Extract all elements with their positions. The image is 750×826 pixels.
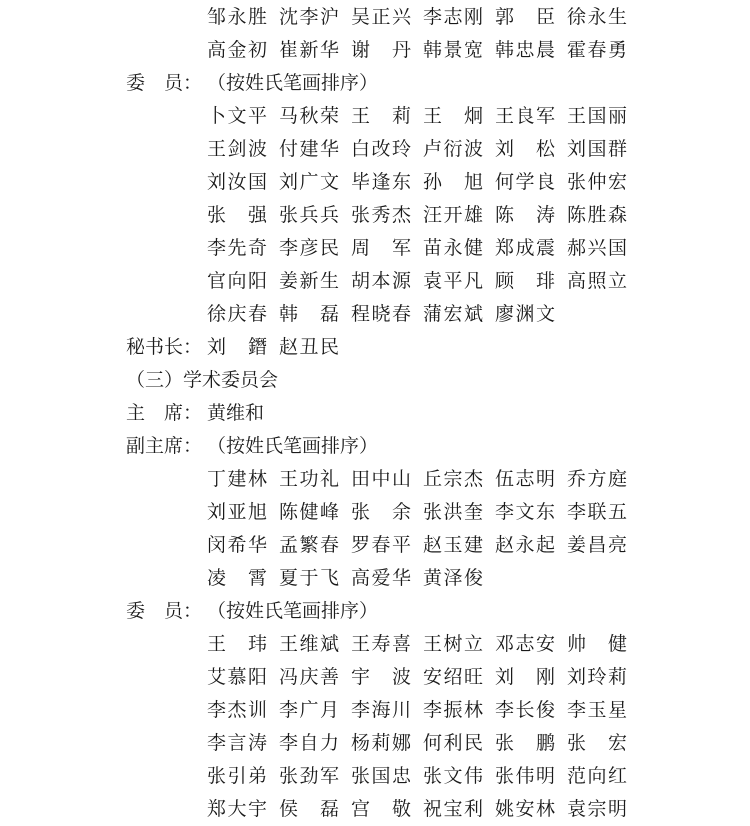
person-name: 谢 丹 <box>351 39 411 61</box>
person-name: 赵丑民 <box>279 336 339 358</box>
name-row <box>0 34 750 67</box>
person-name: 冯庆善 <box>279 666 339 688</box>
person-name: 张仲宏 <box>567 171 627 193</box>
person-name: 乔方庭 <box>567 468 627 490</box>
person-name: 李广月 <box>279 699 339 721</box>
person-name: 姜昌亮 <box>567 534 627 556</box>
person-name: 李联五 <box>567 501 627 523</box>
person-name: 韩 磊 <box>279 303 339 325</box>
person-name: 张 鹏 <box>495 732 555 754</box>
person-name: 王 莉 <box>351 105 411 127</box>
person-name: 袁宗明 <box>567 798 627 820</box>
person-name: 高照立 <box>567 270 627 292</box>
person-name: 李长俊 <box>495 699 555 721</box>
person-name: 王 炯 <box>423 105 483 127</box>
person-name: 张文伟 <box>423 765 483 787</box>
person-name: 王树立 <box>423 633 483 655</box>
person-name: 刘 刚 <box>495 666 555 688</box>
person-name: 徐庆春 <box>207 303 267 325</box>
person-name: 邓志安 <box>495 633 555 655</box>
person-name: 高爱华 <box>351 567 411 589</box>
person-name: 张伟明 <box>495 765 555 787</box>
section-heading: （三）学术委员会 <box>126 369 279 391</box>
person-name: 张洪奎 <box>423 501 483 523</box>
chairman-name: 黄维和 <box>207 402 265 424</box>
person-name: 霍春勇 <box>567 39 627 61</box>
person-name: 郑大宇 <box>207 798 267 820</box>
person-name: 刘玲莉 <box>567 666 627 688</box>
person-name: 夏于飞 <box>279 567 339 589</box>
person-name: 王 玮 <box>207 633 267 655</box>
person-name: 邹永胜 <box>207 6 267 28</box>
person-name: 王国丽 <box>567 105 627 127</box>
person-name: 王功礼 <box>279 468 339 490</box>
sort-note: （按姓氏笔画排序） <box>207 600 379 622</box>
name-row <box>0 793 750 826</box>
person-name: 范向红 <box>567 765 627 787</box>
person-name: 崔新华 <box>279 39 339 61</box>
person-name: 丘宗杰 <box>423 468 483 490</box>
person-name: 李先奇 <box>207 237 267 259</box>
vice-chairman-label-line <box>0 430 750 463</box>
name-row <box>0 265 750 298</box>
member-label-line <box>0 595 750 628</box>
person-name: 李海川 <box>351 699 411 721</box>
name-row <box>0 463 750 496</box>
section-heading-line <box>0 364 750 397</box>
person-name: 宫 敬 <box>351 798 411 820</box>
name-row <box>0 100 750 133</box>
person-name: 徐永生 <box>567 6 627 28</box>
name-row <box>0 727 750 760</box>
person-name: 凌 霄 <box>207 567 267 589</box>
person-name: 何利民 <box>423 732 483 754</box>
person-name: 伍志明 <box>495 468 555 490</box>
person-name: 刘 松 <box>495 138 555 160</box>
person-name: 李文东 <box>495 501 555 523</box>
person-name: 郭 臣 <box>495 6 555 28</box>
person-name: 韩景宽 <box>423 39 483 61</box>
person-name: 张 余 <box>351 501 411 523</box>
person-name: 卢衍波 <box>423 138 483 160</box>
person-name: 祝宝利 <box>423 798 483 820</box>
sort-note: （按姓氏笔画排序） <box>207 72 379 94</box>
person-name: 沈李沪 <box>279 6 339 28</box>
person-name: 李彦民 <box>279 237 339 259</box>
person-name: 汪开雄 <box>423 204 483 226</box>
person-name: 张国忠 <box>351 765 411 787</box>
person-name: 李自力 <box>279 732 339 754</box>
person-name: 李言涛 <box>207 732 267 754</box>
person-name: 蒲宏斌 <box>423 303 483 325</box>
name-row <box>0 661 750 694</box>
committee-label-line <box>0 67 750 100</box>
person-name: 郑成震 <box>495 237 555 259</box>
person-name: 张引弟 <box>207 765 267 787</box>
person-name: 高金初 <box>207 39 267 61</box>
person-name: 闵希华 <box>207 534 267 556</box>
person-name: 王维斌 <box>279 633 339 655</box>
person-name: 马秋荣 <box>279 105 339 127</box>
person-name: 刘亚旭 <box>207 501 267 523</box>
person-name: 丁建林 <box>207 468 267 490</box>
name-row <box>0 694 750 727</box>
name-row <box>0 166 750 199</box>
name-row <box>0 496 750 529</box>
person-name: 卜文平 <box>207 105 267 127</box>
person-name: 王剑波 <box>207 138 267 160</box>
person-name: 张秀杰 <box>351 204 411 226</box>
name-row <box>0 529 750 562</box>
name-row <box>0 1 750 34</box>
person-name: 罗春平 <box>351 534 411 556</box>
committee-label: 委 员： <box>126 72 203 94</box>
person-name: 杨莉娜 <box>351 732 411 754</box>
person-name: 刘 鐕 <box>207 336 267 358</box>
person-name: 韩忠晨 <box>495 39 555 61</box>
person-name: 田中山 <box>351 468 411 490</box>
chairman-line <box>0 397 750 430</box>
person-name: 李志刚 <box>423 6 483 28</box>
person-name: 刘汝国 <box>207 171 267 193</box>
person-name: 帅 健 <box>567 633 627 655</box>
person-name: 赵玉建 <box>423 534 483 556</box>
person-name: 官向阳 <box>207 270 267 292</box>
name-row <box>0 628 750 661</box>
person-name: 白改玲 <box>351 138 411 160</box>
person-name: 艾慕阳 <box>207 666 267 688</box>
person-name: 陈胜森 <box>567 204 627 226</box>
person-name: 吴正兴 <box>351 6 411 28</box>
person-name: 陈 涛 <box>495 204 555 226</box>
person-name: 李玉星 <box>567 699 627 721</box>
person-name: 刘广文 <box>279 171 339 193</box>
vice-chairman-label: 副主席： <box>126 435 203 457</box>
person-name: 付建华 <box>279 138 339 160</box>
person-name: 张 宏 <box>567 732 627 754</box>
person-name: 程晓春 <box>351 303 411 325</box>
chairman-label: 主 席： <box>126 402 203 424</box>
person-name: 侯 磊 <box>279 798 339 820</box>
person-name: 张兵兵 <box>279 204 339 226</box>
person-name: 苗永健 <box>423 237 483 259</box>
person-name: 袁平凡 <box>423 270 483 292</box>
person-name: 张劲军 <box>279 765 339 787</box>
person-name: 孙 旭 <box>423 171 483 193</box>
secretary-general-line <box>0 331 750 364</box>
person-name: 安绍旺 <box>423 666 483 688</box>
person-name: 孟繁春 <box>279 534 339 556</box>
name-row <box>0 298 750 331</box>
name-row <box>0 760 750 793</box>
person-name: 姜新生 <box>279 270 339 292</box>
person-name: 郝兴国 <box>567 237 627 259</box>
person-name: 李杰训 <box>207 699 267 721</box>
name-row <box>0 232 750 265</box>
name-row <box>0 199 750 232</box>
person-name: 周 军 <box>351 237 411 259</box>
name-row <box>0 562 750 595</box>
person-name: 廖渊文 <box>495 303 555 325</box>
person-name: 何学良 <box>495 171 555 193</box>
person-name: 毕逢东 <box>351 171 411 193</box>
name-row <box>0 133 750 166</box>
member-label: 委 员： <box>126 600 203 622</box>
sort-note: （按姓氏笔画排序） <box>207 435 379 457</box>
person-name: 张 强 <box>207 204 267 226</box>
person-name: 王良军 <box>495 105 555 127</box>
person-name: 陈健峰 <box>279 501 339 523</box>
secretary-general-label: 秘书长： <box>126 336 203 358</box>
person-name: 王寿喜 <box>351 633 411 655</box>
person-name: 顾 琲 <box>495 270 555 292</box>
person-name: 李振林 <box>423 699 483 721</box>
person-name: 刘国群 <box>567 138 627 160</box>
person-name: 胡本源 <box>351 270 411 292</box>
person-name: 赵永起 <box>495 534 555 556</box>
person-name: 黄泽俊 <box>423 567 483 589</box>
person-name: 姚安林 <box>495 798 555 820</box>
person-name: 宇 波 <box>351 666 411 688</box>
